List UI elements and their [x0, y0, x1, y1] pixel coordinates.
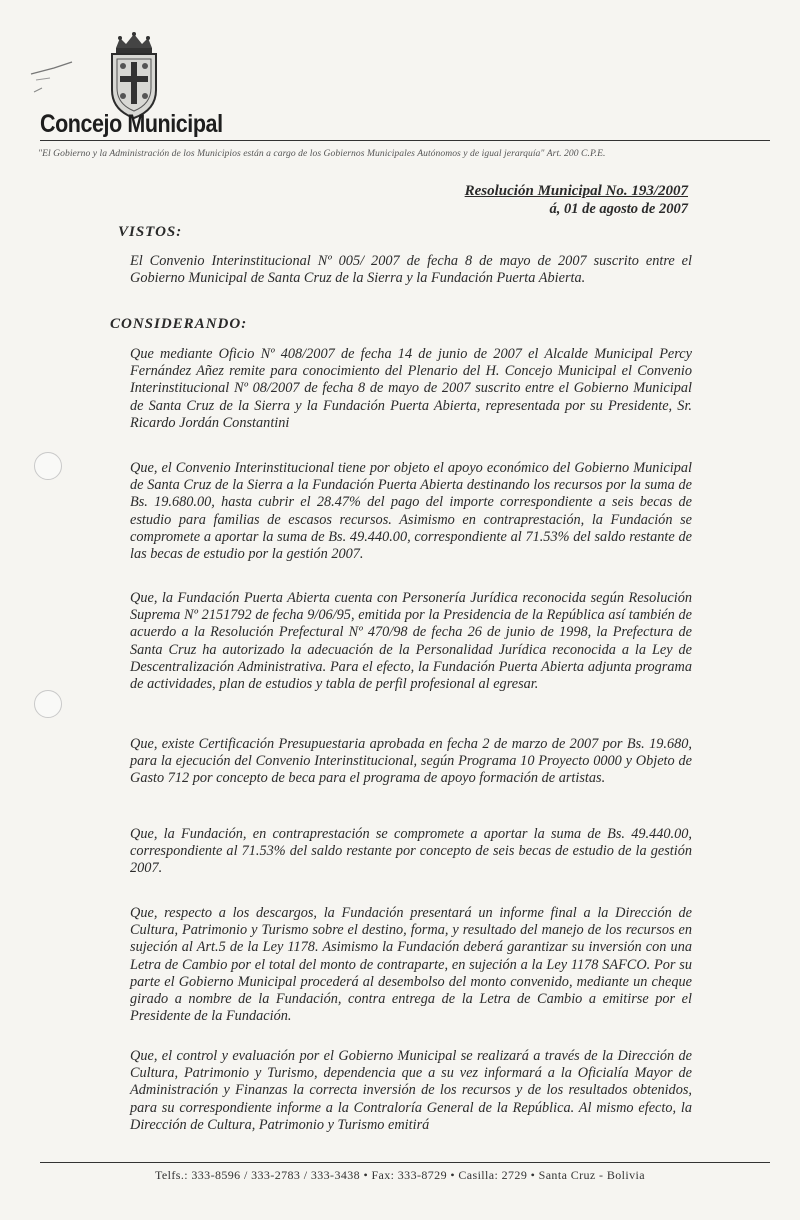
institutional-motto: "El Gobierno y la Administración de los Municipios están a cargo de los Gobiernos Municipales Autónomos y de igual jerarquía" Art. 200 C.P.E.	[38, 148, 606, 159]
coat-of-arms-icon	[108, 30, 160, 120]
considerando-paragraph-7: Que, el control y evaluación por el Gobierno Municipal se realizará a través de la Dirección de Cultura, Patrimonio y Turismo, dependencia que a su vez informará a la Oficialía Mayor de Administración y Finanzas la correcta inversión de los recursos y de los resultados obtenidos, para su correspondiente informe a la Contraloría General de la República. Al mismo efecto, la Dirección de Cultura, Patrimonio y Turismo emitirá	[130, 1048, 692, 1133]
binder-hole	[34, 690, 62, 718]
considerando-paragraph-5: Que, la Fundación, en contraprestación se compromete a aportar la suma de Bs. 49.440.00, correspondiente al 71.53% del saldo restante por concepto de seis becas de estudio de la gestión 2007.	[130, 826, 692, 877]
resolution-number: Resolución Municipal No. 193/2007	[464, 183, 688, 199]
header-divider	[40, 140, 770, 141]
vistos-heading: VISTOS:	[118, 224, 183, 240]
considerando-heading: CONSIDERANDO:	[110, 316, 248, 332]
pen-scribble-mark	[28, 56, 80, 96]
resolution-date: á, 01 de agosto de 2007	[549, 201, 688, 217]
considerando-paragraph-4: Que, existe Certificación Presupuestaria aprobada en fecha 2 de marzo de 2007 por Bs. 19.680, para la ejecución del Convenio Interinstitucional, según Programa 10 Proyecto 0000 y Objeto de Gasto 712 por concepto de beca para el programa de apoyo formación de artistas.	[130, 736, 692, 787]
considerando-paragraph-6: Que, respecto a los descargos, la Fundación presentará un informe final a la Dirección de Cultura, Patrimonio y Turismo sobre el destino, forma, y resultado del manejo de los recursos en sujeción al Art.5 de la Ley 1178. Asimismo la Fundación deberá garantizar su inversión con una Letra de Cambio por el total del monto de contraparte, en sujeción a la Ley 1178 SAFCO. Por su parte el Gobierno Municipal procederá al desembolso del monto convenido, mediante un cheque girado a nombre de la Fundación, contra entrega de la Letra de Cambio a emitirse por el Presidente de la Fundación.	[130, 905, 692, 1025]
binder-hole	[34, 452, 62, 480]
considerando-paragraph-1: Que mediante Oficio Nº 408/2007 de fecha 14 de junio de 2007 el Alcalde Municipal Percy Fernández Añez remite para conocimiento del Plenario del H. Concejo Municipal el Convenio Interinstitucional Nº 08/2007 de fecha 8 de mayo de 2007 suscrito entre el Gobierno Municipal de Santa Cruz de la Sierra y la Fundación Puerta Abierta, representada por su Presidente, Sr. Ricardo Jordán Constantini	[130, 346, 692, 431]
footer-contact: Telfs.: 333-8596 / 333-2783 / 333-3438 • Fax: 333-8729 • Casilla: 2729 • Santa Cruz - Bolivia	[155, 1168, 645, 1182]
vistos-paragraph: El Convenio Interinstitucional Nº 005/ 2007 de fecha 8 de mayo de 2007 suscrito entre el Gobierno Municipal de Santa Cruz de la Sierra y la Fundación Puerta Abierta.	[130, 253, 692, 287]
organization-name: Concejo Municipal	[40, 110, 223, 138]
footer-divider	[40, 1162, 770, 1163]
considerando-paragraph-2: Que, el Convenio Interinstitucional tiene por objeto el apoyo económico del Gobierno Municipal de Santa Cruz de la Sierra a la Fundación Puerta Abierta destinando los recursos por la suma de Bs. 19.680.00, hasta cubrir el 28.47% del pago del importe correspondiente a seis becas de estudio para familias de escasos recursos. Asimismo en contraprestación, la Fundación se compromete a aportar la suma de Bs. 49.440.00, correspondiente al 71.53% del saldo restante de las becas de estudio por la gestión 2007.	[130, 460, 692, 563]
considerando-paragraph-3: Que, la Fundación Puerta Abierta cuenta con Personería Jurídica reconocida según Resolución Suprema Nº 2151792 de fecha 9/06/95, emitida por la Presidencia de la República así también de acuerdo a la Resolución Prefectural Nº 470/98 de fecha 26 de junio de 1998, la Prefectura de Santa Cruz ha autorizado la adecuación de la Personalidad Jurídica reconocida a la Ley de Descentralización Administrativa. Para el efecto, la Fundación Puerta Abierta adjunta programa de actividades, plan de estudios y tabla de perfil profesional al egresar.	[130, 590, 692, 693]
